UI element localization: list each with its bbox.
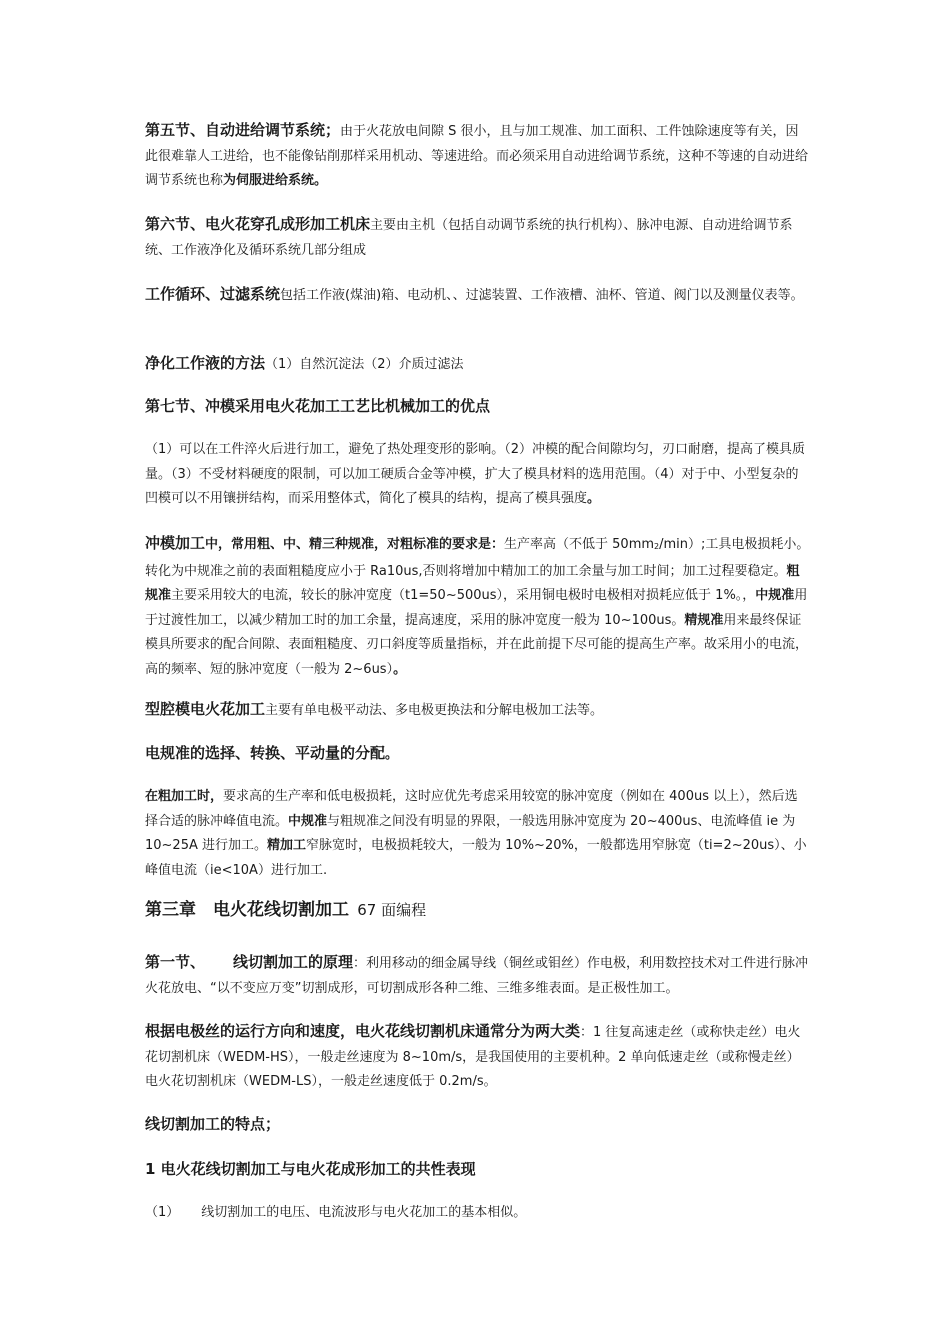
die-heading-rest: 中，常用粗、中、精三种规准，对粗标准的要求是： [205, 537, 505, 552]
section-3-1-heading: 第一节、 [145, 953, 206, 971]
item-1 [145, 1201, 810, 1226]
rough-fine-term: 精加工 [267, 838, 307, 853]
types-text: 1 往复高速走丝（或称快走丝）电火花切割机床（WEDM-HS），一般走丝速度为 8~10m/s，是我国使用的主要机种。2 单向低速走丝（或称慢走丝）电火花切割机床（WEDM-LS），一般走丝速度低于 0.2m/s。 [145, 1025, 801, 1089]
die-text-5: 用来最终保证模具所要求的配合间隙、表面粗糙度、刃口斜度等质量指标，并在此前提下尽可能的提高生产率。故采用小的电流，高的频率、短的脉冲宽度（一般为 2~6us） [145, 612, 809, 677]
cavity-heading: 型腔模电火花加工 [145, 700, 266, 718]
rough-text-1: 要求高的生产率和低电极损耗，这时应优先考虑采用较宽的脉冲宽度（例如在 400us 以上），然后选择合适的脉冲峰值电流。 [145, 789, 798, 829]
rough-text-2: 与粗规准之间没有明显的界限，一般选用脉冲宽度为 20~400us、电流峰值 ie 为 10~25A 进行加工。 [145, 813, 796, 853]
purify-heading: 净化工作液的方法 [145, 354, 266, 372]
section-6 [145, 212, 810, 263]
elec-end: 。 [385, 747, 399, 762]
section-3-1-colon: ： [353, 956, 367, 971]
section-5 [145, 118, 810, 194]
section-6-heading: 第六节、电火花穿孔成形加工机床 [145, 215, 371, 233]
section-5-term: 为伺服进给系统。 [223, 173, 328, 188]
section-3-1-heading-title: 线切割加工的原理 [233, 953, 354, 971]
chapter-3-heading: 第三章 电火花线切割加工 [145, 900, 349, 920]
section-7-body [145, 438, 810, 512]
cycle-text: 包括工作液(煤油)箱、电动机、、过滤装置、工作液槽、油杯、管道、阀门以及测量仪表等。 [280, 288, 804, 303]
common-section [145, 1157, 810, 1184]
chapter-3-note: 67 面编程 [357, 901, 427, 919]
rough-section [145, 785, 810, 883]
die-text-2: /min）;工具电极损耗小。转化为中规准之前的表面粗糙度应小于 Ra10us,否则将增加中精加工的加工余量与加工时间；加工过程要稳定。 [145, 537, 810, 579]
cycle-section [145, 282, 810, 309]
section-3-1 [145, 950, 810, 1001]
purify-text: （1）自然沉淀法（2）介质过滤法 [265, 357, 464, 372]
die-subscript: 2 [654, 542, 660, 551]
section-7-text: （1）可以在工件淬火后进行加工，避免了热处理变形的影响。（2）冲模的配合间隙均匀，刃口耐磨，提高了模具质量。（3）不受材料硬度的限制，可以加工硬质合金等冲模，扩大了模具材料的选用范围。（4）对于中、小型复杂的凹模可以不用镶拼结构，而采用整体式，简化了模具的结构，提高了模具强度 [145, 442, 806, 506]
die-text-3: 主要采用较大的电流，较长的脉冲宽度（t1=50~500us），采用铜电极时电极相对损耗应低于 1%。， [171, 588, 756, 603]
die-medium-term: 中规准 [755, 588, 795, 603]
features-section [145, 1112, 810, 1139]
features-heading: 线切割加工的特点； [145, 1115, 281, 1133]
section-3-1-text: 利用移动的细金属导线（铜丝或钼丝）作电极，利用数控技术对工件进行脉冲火花放电、“以不变应万变”切割成形，可切割成形各种二维、三维多维表面。是正极性加工。 [145, 956, 809, 996]
item-1-text: 线切割加工的电压、电流波形与电火花加工的基本相似。 [201, 1205, 527, 1220]
elec-section [145, 741, 810, 768]
cavity-text: 主要有单电极平动法、多电极更换法和分解电极加工法等。 [265, 703, 604, 718]
elec-heading: 电规准的选择、转换、平动量的分配 [145, 744, 386, 762]
chapter-3 [145, 898, 810, 925]
die-section [145, 531, 810, 682]
section-6-text: 主要由主机（包括自动调节系统的执行机构）、脉冲电源、自动进给调节系统、工作液净化及循环系统几部分组成 [145, 218, 793, 258]
rough-medium-term: 中规准 [288, 813, 328, 829]
item-1-number: （1） [145, 1205, 180, 1220]
die-text-4: 用于过渡性加工，以减少精加工时的加工余量，提高速度，采用的脉冲宽度一般为 10~100us。 [145, 588, 808, 628]
die-fine-term: 精规准 [684, 612, 724, 628]
section-5-heading: 第五节、自动进给调节系统 [145, 121, 326, 139]
die-end: 。 [393, 661, 407, 677]
common-heading: 1 电火花线切割加工与电火花成形加工的共性表现 [145, 1160, 476, 1178]
types-heading: 根据电极丝的运行方向和速度，电火花线切割机床通常分为两大类 [145, 1022, 581, 1040]
purify-section [145, 351, 810, 378]
section-5-text: 由于火花放电间隙 S 很小，且与加工规准、加工面积、工件蚀除速度等有关，因此很难靠人工进给，也不能像钻削那样采用机动、等速进给。而必须采用自动进给调节系统，这种不等速的自动进给调节系统也称 [145, 124, 809, 188]
die-heading: 冲模加工 [145, 534, 206, 552]
section-7-heading-block [145, 394, 810, 421]
types-colon: ： [580, 1025, 594, 1040]
types-section [145, 1019, 810, 1095]
die-rough-term: 粗规准 [145, 563, 800, 603]
cavity-section [145, 697, 810, 724]
section-7-heading: 第七节、冲模采用电火花加工工艺比机械加工的优点 [145, 397, 491, 415]
section-5-semicolon: ； [325, 121, 341, 139]
cycle-heading: 工作循环、过滤系统 [145, 285, 281, 303]
rough-term: 在粗加工时， [145, 789, 224, 804]
section-7-end: 。 [587, 491, 601, 506]
rough-text-3: 窄脉宽时，电极损耗较大，一般为 10%~20%，一般都选用窄脉宽（ti=2~20us）、小峰值电流（ie<10A）进行加工. [145, 838, 807, 878]
die-text-1: 生产率高（不低于 50mm [504, 537, 655, 552]
